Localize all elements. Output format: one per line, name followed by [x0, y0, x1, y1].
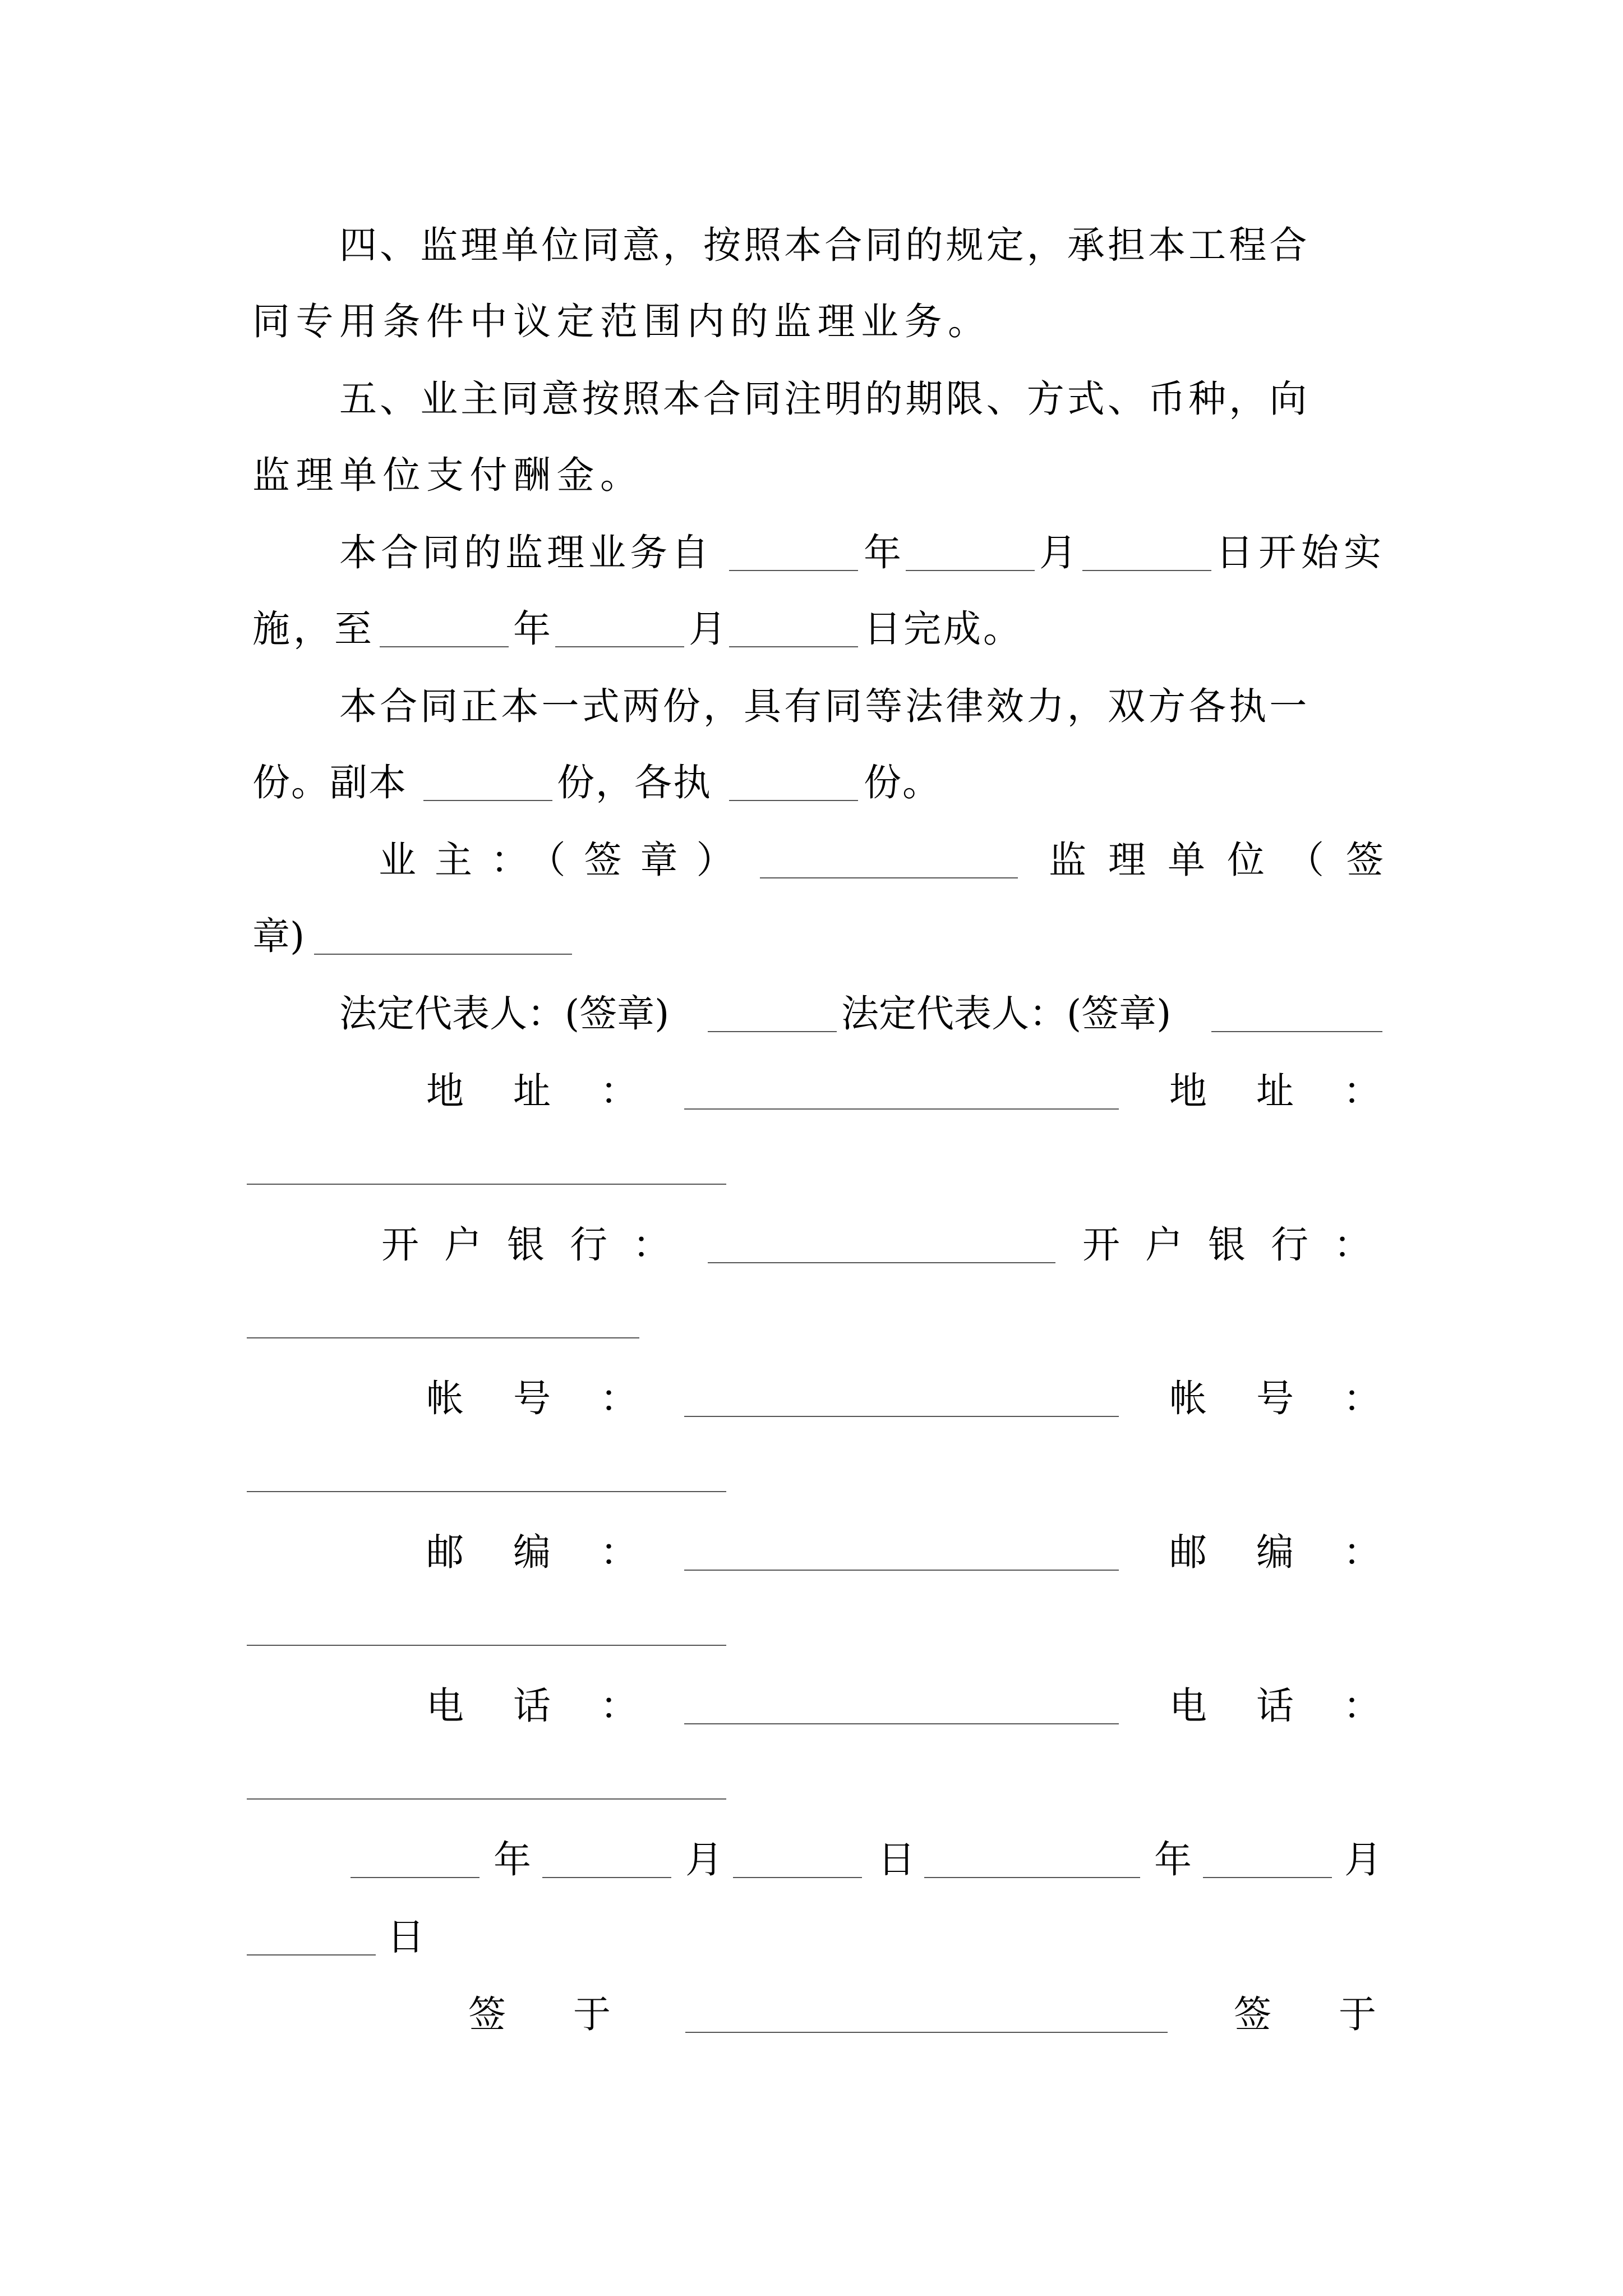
supervisor-date-year-blank[interactable]: [924, 1877, 1140, 1878]
owner-bank-label: 开户银行：: [381, 1223, 695, 1267]
clause-five-line2: 监理单位支付酬金。: [252, 453, 644, 497]
supervisor-seal-label-cont: 章): [252, 914, 305, 958]
supervisor-address-label: 地址：: [1169, 1069, 1430, 1113]
owner-date-year-label: 年: [494, 1838, 531, 1881]
clause-four-line1: 四、监理单位同意，按照本合同的规定，承担本工程合: [339, 223, 1310, 267]
term-start-day-blank[interactable]: [1082, 570, 1211, 571]
supervisor-account-label: 帐号：: [1169, 1377, 1430, 1420]
supervisor-postcode-label: 邮编：: [1169, 1530, 1430, 1574]
owner-phone-label: 电话：: [426, 1684, 687, 1728]
copies-mid: 份，各执: [557, 761, 712, 804]
owner-postcode-blank[interactable]: [684, 1570, 1119, 1571]
supervisor-postcode-blank[interactable]: [247, 1645, 726, 1646]
term-end-year-blank[interactable]: [380, 646, 509, 647]
supervisor-address-blank[interactable]: [247, 1184, 726, 1185]
supervisor-legal-rep-blank[interactable]: [1211, 1031, 1382, 1032]
owner-postcode-label: 邮编：: [426, 1530, 687, 1574]
supervisor-seal-label: 监理单位（签: [1049, 838, 1405, 882]
supervisor-date-day-blank[interactable]: [247, 1954, 376, 1955]
term-end-year-label: 年: [513, 607, 551, 651]
supervisor-legal-rep-label: 法定代表人：(签章): [841, 992, 1172, 1036]
term-month-label: 月: [1039, 531, 1077, 574]
owner-date-month-blank[interactable]: [542, 1877, 671, 1878]
copies-suffix: 份。: [864, 761, 941, 804]
clause-five-line1: 五、业主同意按照本合同注明的期限、方式、币种，向: [339, 377, 1310, 421]
owner-address-blank[interactable]: [684, 1108, 1119, 1110]
term-day-end-label: 日完成。: [864, 607, 1023, 651]
supervisor-bank-label: 开户银行：: [1082, 1223, 1396, 1267]
owner-legal-rep-blank[interactable]: [708, 1031, 837, 1032]
owner-date-month-label: 月: [685, 1838, 723, 1881]
owner-address-label: 地址：: [426, 1069, 687, 1113]
term-end-month-blank[interactable]: [555, 646, 684, 647]
supervisor-date-day-label: 日: [387, 1915, 425, 1959]
copies-line2-prefix: 份。副本: [252, 761, 407, 804]
owner-seal-label: 业主：（签章）: [379, 838, 753, 882]
term-start-year-blank[interactable]: [729, 570, 858, 571]
term-year-label: 年: [864, 531, 901, 574]
owner-account-label: 帐号：: [426, 1377, 687, 1420]
supervisor-account-blank[interactable]: [247, 1491, 726, 1492]
owner-signed-at-label: 签于: [468, 1993, 678, 2036]
supervisor-date-year-label: 年: [1154, 1838, 1192, 1881]
owner-phone-blank[interactable]: [684, 1723, 1119, 1724]
copies-each-count-blank[interactable]: [729, 800, 858, 801]
term-end-month-label: 月: [689, 607, 726, 651]
supervisor-phone-blank[interactable]: [247, 1798, 726, 1800]
owner-date-year-blank[interactable]: [351, 1877, 479, 1878]
supervisor-seal-blank[interactable]: [314, 954, 572, 955]
term-line2-prefix: 施，至: [252, 607, 375, 651]
copies-duplicate-count-blank[interactable]: [423, 800, 552, 801]
clause-four-line2: 同专用条件中议定范围内的监理业务。: [252, 300, 992, 343]
term-prefix: 本合同的监理业务自: [339, 531, 713, 574]
owner-account-blank[interactable]: [684, 1416, 1119, 1417]
owner-legal-rep-label: 法定代表人：(签章): [339, 992, 670, 1036]
supervisor-date-month-label: 月: [1344, 1838, 1382, 1881]
supervisor-phone-label: 电话：: [1169, 1684, 1430, 1728]
owner-date-day-label: 日: [878, 1838, 915, 1881]
owner-date-day-blank[interactable]: [733, 1877, 862, 1878]
term-day-start-label: 日开始实: [1216, 531, 1386, 574]
supervisor-signed-at-label: 签于: [1234, 1993, 1444, 2036]
supervisor-date-month-blank[interactable]: [1203, 1877, 1332, 1878]
term-start-month-blank[interactable]: [906, 570, 1035, 571]
copies-line1: 本合同正本一式两份，具有同等法律效力，双方各执一: [339, 684, 1310, 728]
owner-bank-blank[interactable]: [708, 1262, 1055, 1263]
term-end-day-blank[interactable]: [729, 646, 858, 647]
owner-seal-blank[interactable]: [760, 877, 1018, 878]
owner-signed-at-blank[interactable]: [685, 2032, 1168, 2033]
supervisor-bank-blank[interactable]: [247, 1337, 639, 1338]
